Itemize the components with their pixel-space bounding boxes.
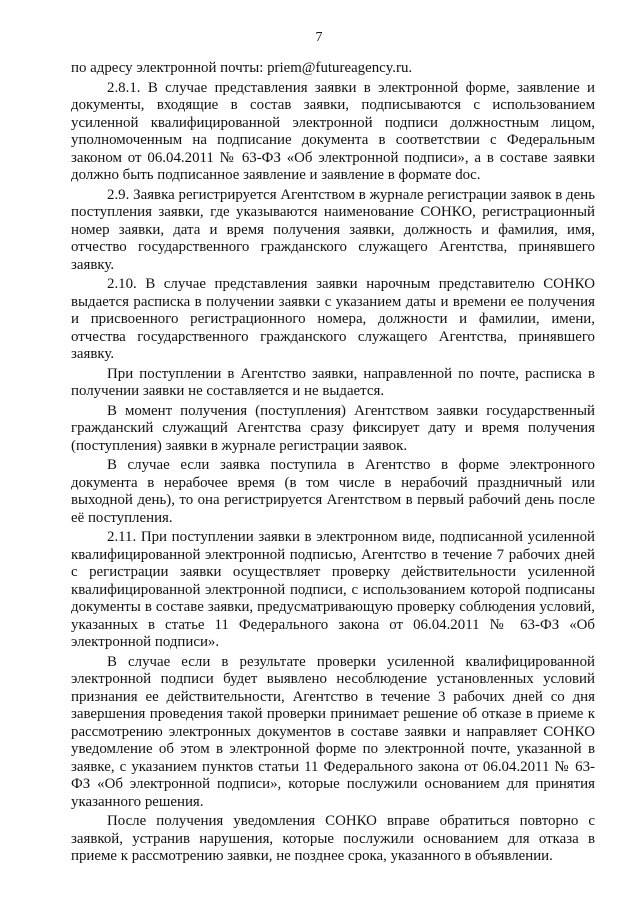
paragraph-2-8-1: 2.8.1. В случае представления заявки в электронной форме, заявление и документы, входящие в состав заявки, подписываются с использованием усиленной квалифицированной электронной подписи должностным лицом, уполномоченным на подписание документа в соответствии с Федеральным законом от 06.04.2011 № 63-ФЗ «Об электронной подписи», а в составе заявки должно быть подписанное заявление и заявление в формате doc. — [71, 79, 595, 183]
paragraph-registration-moment: В момент получения (поступления) Агентством заявки государственный гражданский служащий Агентства сразу фиксирует дату и время получения (поступления) заявки в журнале регистрации заявок. — [71, 402, 595, 454]
paragraph-2-9: 2.9. Заявка регистрируется Агентством в журнале регистрации заявок в день поступления заявки, где указываются наименование СОНКО, регистрационный номер заявки, дата и время получения заявки, должность и фамилия, имя, отчество государственного гражданского служащего Агентства, принявшего заявку. — [71, 186, 595, 273]
paragraph-mail-receipt: При поступлении в Агентство заявки, направленной по почте, расписка в получении заявки не составляется и не выдается. — [71, 365, 595, 399]
paragraph-signature-check-result: В случае если в результате проверки усиленной квалифицированной электронной подписи будет выявлено несоблюдение установленных условий признания ее действительности, Агентство в течение 3 рабочих дней со дня завершения проведения такой проверки принимает решение об отказе в приеме к рассмотрению электронных документов в составе заявки и направляет СОНКО уведомление об этом в электронной форме по электронной почте, указанной в заявке, с указанием пунктов статьи 11 Федерального закона от 06.04.2011 № 63-ФЗ «Об электронной подписи», которые послужили основанием для принятия указанного решения. — [71, 653, 595, 810]
page-number: 7 — [315, 30, 323, 45]
paragraph-2-10: 2.10. В случае представления заявки нарочным представителю СОНКО выдается расписка в получении заявки с указанием даты и времени ее получения и присвоенного регистрационного номера, должности и фамилии, имени, отчества государственного гражданского служащего Агентства, принявшего заявку. — [71, 276, 595, 362]
paragraph-email-continuation: по адресу электронной почты: priem@futureagency.ru. — [71, 60, 413, 76]
paragraph-2-11: 2.11. При поступлении заявки в электронном виде, подписанной усиленной квалифицированной электронной подписью, Агентство в течение 7 рабочих дней с регистрации заявки осуществляет проверку действительности усиленной квалифицированной электронной подписи, с использованием которой подписаны документы в составе заявки, предусматривающую проверку соблюдения условий, указанных в статье 11 Федерального закона от 06.04.2011 № 63-ФЗ «Об электронной подписи». — [71, 529, 595, 650]
document-body — [71, 60, 595, 868]
paragraph-nonworking-time: В случае если заявка поступила в Агентство в форме электронного документа в нерабочее время (в том числе в нерабочий праздничный или выходной день), то она регистрируется Агентством в первый рабочий день после её поступления. — [71, 457, 595, 526]
paragraph-resubmission: После получения уведомления СОНКО вправе обратиться повторно с заявкой, устранив нарушения, которые послужили основанием для отказа в приеме к рассмотрению заявки, не позднее срока, указанного в объявлении. — [71, 813, 595, 864]
